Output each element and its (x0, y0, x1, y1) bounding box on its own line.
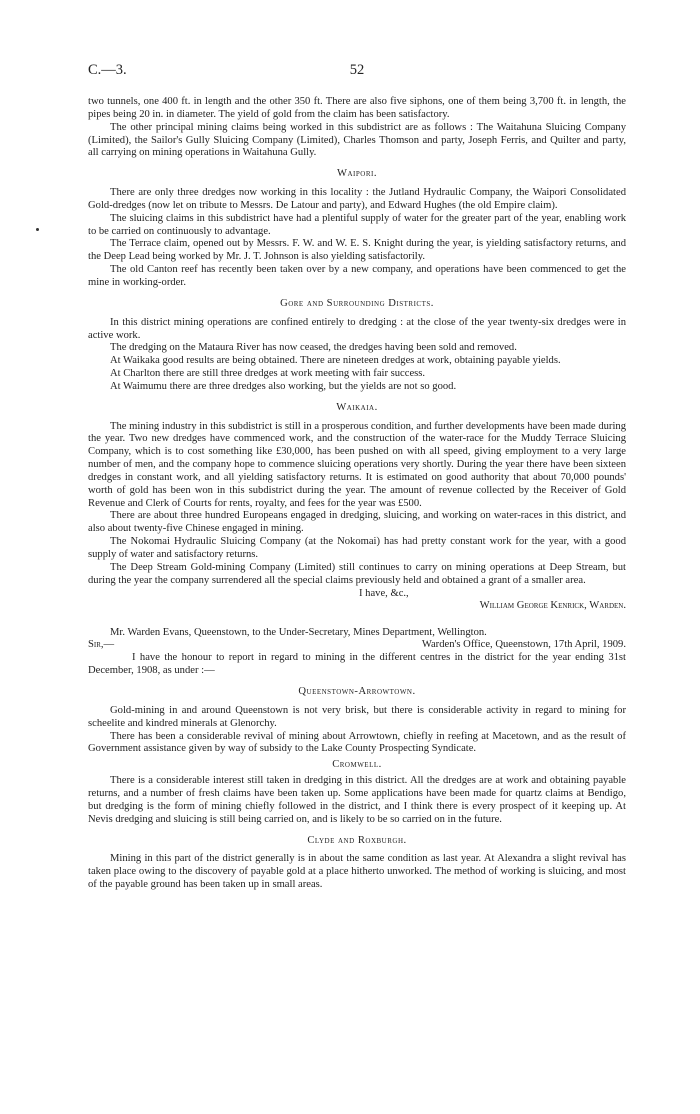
paragraph: Gold-mining in and around Queenstown is not very brisk, but there is considerable activity in regard to mining for scheelite and kindred minerals at Glenorchy. (88, 704, 626, 729)
paragraph: In this district mining operations are confined entirely to dredging : at the close of the year twenty-six dredges were in active work. (88, 316, 626, 341)
paragraph: The other principal mining claims being worked in this subdistrict are as follows : The Waitahuna Sluicing Company (Limited), the Sailor's Gully Sluicing Company (Limited), Charles Thomson and party, Joseph Ferris, and Quilter and party, all carrying on mining operations in Waitahuna Gully. (88, 121, 626, 159)
paragraph: I have the honour to report in regard to mining in the different centres in the district for the year ending 31st December, 1908, as under :— (88, 652, 626, 677)
margin-mark (36, 228, 39, 231)
document-reference: C.—3. (88, 62, 127, 78)
closing-phrase: I have, &c., (359, 587, 409, 599)
paragraph: Mining in this part of the district generally is in about the same condition as last year. At Alexandra a slight revival has taken place owing to the discovery of payable gold at a place hitherto unworked. The method of working is sluicing, and most of the payable ground has been taken up in small areas. (88, 853, 626, 891)
letter-address: Mr. Warden Evans, Queenstown, to the Under-Secretary, Mines Department, Wellington. (110, 626, 487, 638)
paragraph: The dredging on the Mataura River has now ceased, the dredges having been sold and removed. (110, 342, 517, 354)
signature-name: William George Kenrick, Warden. (479, 599, 626, 611)
paragraph: The Deep Stream Gold-mining Company (Limited) still continues to carry on mining operations at Deep Stream, but during the year the company surrendered all the special claims previously held and obtained a grant of a smaller area. (88, 561, 626, 586)
section-heading-clyde: Clyde and Roxburgh. (307, 834, 407, 846)
report-body (88, 96, 626, 892)
section-heading-cromwell: Cromwell. (332, 759, 382, 771)
paragraph: There is a considerable interest still taken in dredging in this district. All the dredges are at work and obtaining payable returns, and a number of fresh claims have been taken up. Some applications have been made for quartz claims at Bendigo, but dredging is the form of mining chiefly followed in the district, and I think there is every prospect of it keeping up. At Nevis dredging and sluicing is still being carried on, and is likely to be so carried on in the future. (88, 775, 626, 825)
paragraph: The sluicing claims in this subdistrict have had a plentiful supply of water for the greater part of the year, enabling work to be carried on continuously to advantage. (88, 212, 626, 237)
section-heading-waikaia: Waikaia. (336, 401, 378, 413)
page-number: 52 (349, 62, 365, 78)
paragraph: At Waimumu there are three dredges also working, but the yields are not so good. (110, 380, 457, 392)
paragraph: two tunnels, one 400 ft. in length and the other 350 ft. There are also five siphons, one of them being 3,700 ft. in length, the pipes being 20 in. in diameter. The yield of gold from the claim has been satisfactory. (88, 96, 626, 120)
paragraph: There are about three hundred Europeans engaged in dredging, sluicing, and working on water-races in this district, and also about twenty-five Chinese engaged in mining. (88, 510, 626, 535)
paragraph: The mining industry in this subdistrict is still in a prosperous condition, and further developments have been made during the year. Two new dredges have commenced work, and the construction of the water-race for the Muddy Terrace Sluicing Company, which is to cost something like £30,000, has been pushed on with all speed, giving employment to a very large number of men, and the company hope to commence sluicing operations very shortly. During the year there have been sixteen dredges in constant work, and all yielding satisfactory returns. It is estimated on good authority that about 70,000 pounds' worth of gold has been won in this subdistrict during the year. The amount of revenue collected by the Receiver of Gold Revenue and Clerk of Courts for rents, royalty, and fees for the year was £500. (88, 420, 626, 509)
page-header (88, 62, 626, 84)
salutation-line (88, 639, 626, 652)
section-heading-waipori: Waipori. (337, 168, 377, 180)
paragraph: At Charlton there are still three dredges at work meeting with fair success. (110, 368, 426, 380)
paragraph: The old Canton reef has recently been taken over by a new company, and operations have been commenced to get the mine in working-order. (88, 264, 626, 288)
paragraph: The Nokomai Hydraulic Sluicing Company (at the Nokomai) has had pretty constant work for the year, with a good supply of water and satisfactory returns. (88, 536, 626, 560)
paragraph: There has been a considerable revival of mining about Arrowtown, chiefly in reefing at Macetown, and as the result of Government assistance given by way of subsidy to the Lake County Prospecting Syndicate. (88, 730, 626, 755)
paragraph: There are only three dredges now working in this locality : the Jutland Hydraulic Company, the Waipori Consolidated Gold-dredges (now let on tribute to Messrs. De Latour and party), and Edward Hughes (the old Empire claim). (88, 187, 626, 211)
section-heading-queenstown: Queenstown-Arrowtown. (298, 686, 416, 698)
section-heading-gore: Gore and Surrounding Districts. (280, 297, 434, 309)
signoff-block (88, 588, 626, 613)
paragraph: At Waikaka good results are being obtained. There are nineteen dredges at work, obtaining payable yields. (110, 355, 561, 367)
salutation: Sir,— (88, 639, 115, 651)
paragraph: The Terrace claim, opened out by Messrs. F. W. and W. E. S. Knight during the year, is yielding satisfactory returns, and the Deep Lead being worked by Mr. J. T. Johnson is also yielding satisfactorily. (88, 238, 626, 263)
office-dateline: Warden's Office, Queenstown, 17th April, 1909. (421, 639, 626, 651)
